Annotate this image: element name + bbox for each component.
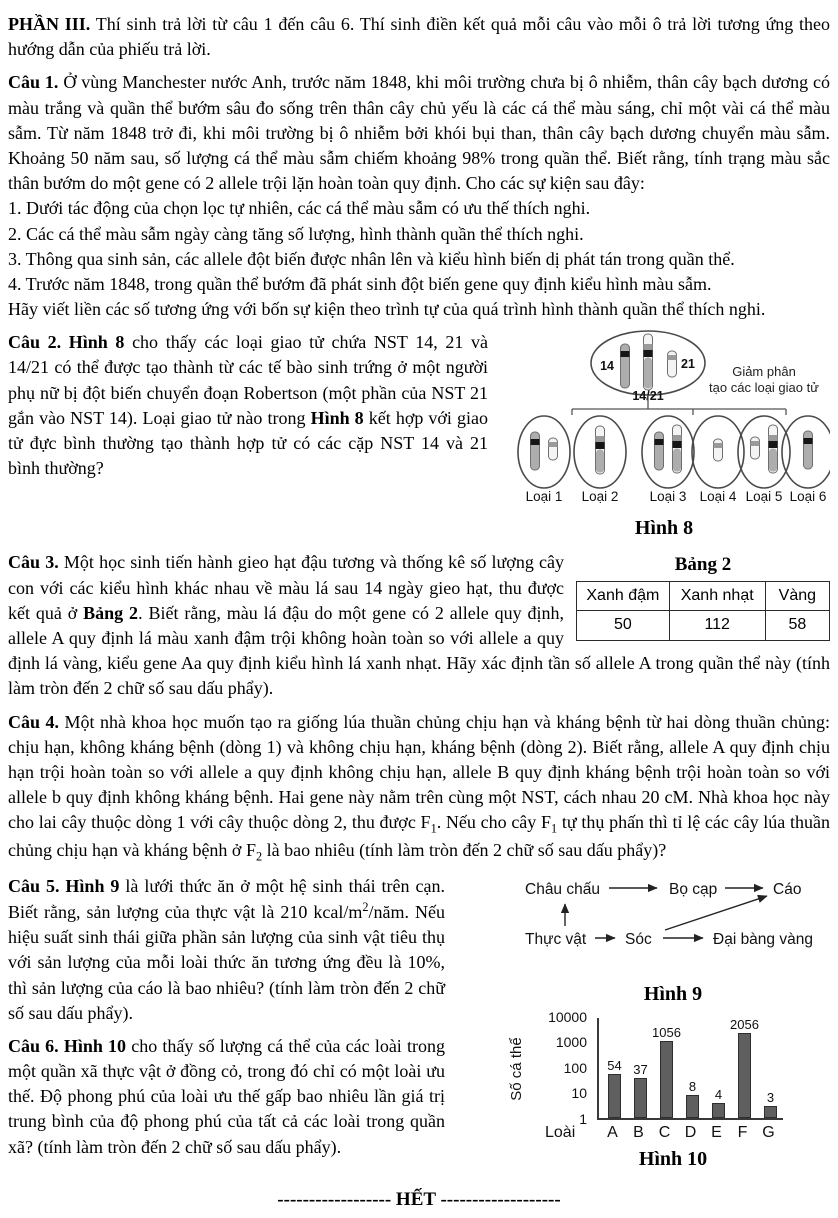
gamete-cell-2	[574, 416, 626, 504]
table-2	[576, 550, 830, 640]
question-3-number: Câu 3.	[8, 552, 59, 573]
figure-9	[523, 874, 823, 1008]
part-header-bold: PHẦN III.	[8, 14, 91, 34]
table-header-light-green: Xanh nhạt	[669, 582, 765, 611]
figures-9-10-column	[455, 874, 830, 1173]
question-1-text: Ở vùng Manchester nước Anh, trước năm 1848, khi môi trường chưa bị ô nhiễm, thân cây bạch dương có màu trắng và quần thể bướm sâu đo sống trên thân cây chủ yếu là các cá thể màu sáng, chỉ một vài cá thể màu sẫm. Từ năm 1848 trở đi, khi môi trường bị ô nhiễm bởi khói bụi than, thân cây bạch dương chuyển màu sẫm. Khoảng 50 năm sau, số lượng cá thể màu sẫm chiếm khoảng 98% trong quần thể. Biết rằng, tính trạng màu sắc thân bướm do một gene có 2 allele trội lặn hoàn toàn quy định. Cho các sự kiện sau đây:	[8, 72, 830, 194]
table-value-light-green: 112	[669, 611, 765, 640]
question-1-task: Hãy viết liền các số tương ứng với bốn sự kiện theo trình tự của quá trình hình thành quần thể thích nghi.	[8, 299, 766, 320]
table-row	[577, 611, 830, 640]
hinh10-plot	[597, 1018, 783, 1120]
question-5-text-1: là lưới thức ăn ở một hệ sinh thái trên cạn. Biết rằng, sản lượng của thực vật là 210 kcal/m	[8, 875, 445, 922]
y-tick-1: 1	[579, 1110, 587, 1127]
hinh8-diagram	[498, 330, 830, 506]
x-tick-D: D	[684, 1123, 697, 1141]
event-item-4: 4. Trước năm 1848, trong quần thể bướm đã phát sinh đột biến gene quy định kiểu hình màu sẫm.	[8, 273, 712, 294]
table-value-dark-green: 50	[577, 611, 670, 640]
bar-value-D: 8	[688, 1078, 697, 1094]
x-tick-B: B	[633, 1123, 644, 1141]
f2-subscript: 2	[255, 849, 263, 864]
gamete-label: Loại 3	[649, 489, 687, 505]
f1-subscript: 1	[551, 821, 558, 836]
x-tick-E: E	[711, 1123, 722, 1141]
gamete-cell-1	[518, 416, 570, 504]
meiosis-note-line2: tạo các loại giao tử	[709, 380, 819, 396]
table-row	[577, 582, 830, 611]
part-header-text: Thí sinh trả lời từ câu 1 đến câu 6. Thí sinh điền kết quả mỗi câu vào mỗi ô trả lời tương ứng theo hướng dẫn của phiếu trả lời.	[8, 14, 830, 60]
question-1	[8, 70, 830, 322]
gamete-label: Loại 1	[525, 489, 563, 505]
gamete-label: Loại 5	[745, 489, 783, 505]
gamete-cell-3	[642, 416, 694, 504]
arrow-squirrel-fox	[665, 896, 767, 930]
y-tick-10000: 10000	[548, 1008, 587, 1025]
x-axis-label: Loài	[545, 1123, 576, 1141]
hinh9-food-web	[523, 874, 823, 972]
question-1-intro	[8, 70, 830, 196]
question-4-number: Câu 4.	[8, 711, 60, 732]
node-grasshopper: Châu chấu	[525, 880, 600, 898]
question-4-text-2: . Nếu cho cây F	[436, 812, 552, 833]
node-fox: Cáo	[773, 880, 802, 898]
bar-E	[712, 1103, 725, 1118]
event-item-1: 1. Dưới tác động của chọn lọc tự nhiên, các cá thể màu sẫm có ưu thế thích nghi.	[8, 198, 591, 219]
figure-10-caption: Hình 10	[638, 1147, 708, 1170]
question-5-text-2: /năm. Nếu hiệu suất sinh thái giữa phần sản lượng của sinh vật tiêu thụ với sản lượng của mỗi loài thức ăn tương ứng đều là 10%, thì sản lượng của cáo là bao nhiêu? (tính làm tròn đến 2 chữ số sau dấu phẩy).	[8, 901, 446, 1023]
chromosome-14-label: 14	[600, 359, 614, 374]
question-3-text-1: Một học sinh tiến hành gieo hạt đậu tương và thống kê số lượng cây con với các kiểu hình khác nhau về màu lá sau 14 ngày gieo hạt, thu được kết quả ở	[8, 552, 564, 623]
gamete-label: Loại 6	[789, 489, 827, 505]
node-scorpion: Bọ cạp	[669, 880, 718, 898]
bar-B	[634, 1078, 647, 1118]
gamete-label: Loại 4	[699, 489, 737, 505]
gamete-cell-4	[692, 416, 744, 504]
question-3-text-2: . Biết rằng, màu lá đậu do một gene có 2 allele quy định, allele A quy định lá màu xanh đậm trội không hoàn toàn so với allele a quy định lá vàng, kiểu gene Aa quy định kiểu hình lá xanh nhạt. Hãy xác định tần số allele A trong quần thể này (tính làm tròn đến 2 chữ số sau dấu phẩy).	[8, 602, 830, 699]
bar-F	[738, 1033, 751, 1117]
y-tick-10: 10	[571, 1085, 587, 1102]
m2-superscript: 2	[362, 899, 369, 914]
gamete-label: Loại 2	[581, 489, 619, 505]
bar-value-B: 37	[633, 1061, 648, 1077]
node-golden-eagle: Đại bàng vàng	[713, 930, 813, 948]
bar-value-G: 3	[766, 1089, 775, 1105]
question-2	[8, 330, 830, 542]
end-marker: ------------------ HẾT -------------------	[277, 1188, 561, 1210]
table-2-grid	[576, 581, 830, 641]
branch-connector-lines	[572, 395, 786, 415]
node-squirrel: Sóc	[625, 930, 652, 948]
meiosis-note	[709, 364, 819, 395]
x-tick-F: F	[737, 1123, 748, 1141]
x-tick-G: G	[762, 1123, 775, 1141]
question-2-text-2: kết hợp với giao tử đực bình thường tạo thành hợp tử có các cặp NST 14 và 21 bình thường?	[8, 407, 488, 479]
node-plant: Thực vật	[525, 930, 587, 948]
bar-value-E: 4	[714, 1086, 723, 1102]
chromosome-21-label: 21	[681, 357, 695, 372]
question-2-figure-ref: Hình 8	[310, 407, 364, 428]
meiosis-note-line1: Giảm phân	[732, 364, 796, 380]
question-3	[8, 550, 830, 701]
y-axis-label: Số cá thể	[507, 1037, 525, 1101]
y-tick-100: 100	[563, 1059, 587, 1076]
figure-8-caption: Hình 8	[634, 517, 694, 540]
gamete-cells	[518, 416, 830, 504]
bar-G	[764, 1106, 777, 1118]
questions-5-6	[8, 874, 830, 1173]
bar-value-F: 2056	[730, 1017, 759, 1033]
question-6-text-1: cho thấy số lượng cá thể của các loài trong một quần xã thực vật ở đồng cỏ, trong đó chỉ có một loài ưu thế. Độ phong phú của loài ưu thế gấp bao nhiêu lần giá trị trung bình của độ phong phú của tất cả các loài trong quần xã? (tính làm tròn đến 2 chữ số sau dấu phẩy).	[8, 1035, 445, 1157]
question-6-number: Câu 6. Hình 10	[8, 1035, 127, 1056]
bar-A	[608, 1074, 621, 1118]
question-4	[8, 710, 830, 866]
f1-subscript: 1	[430, 821, 437, 836]
parent-chromosomes	[621, 334, 677, 390]
question-3-table-ref: Bảng 2	[83, 602, 139, 623]
x-tick-A: A	[607, 1123, 618, 1141]
bar-value-A: 54	[607, 1057, 622, 1073]
y-tick-1000: 1000	[555, 1034, 587, 1051]
question-1-number: Câu 1.	[8, 72, 59, 93]
figure-8	[498, 330, 830, 542]
x-tick-C: C	[658, 1123, 671, 1141]
table-header-yellow: Vàng	[765, 582, 829, 611]
bar-value-C: 1056	[652, 1024, 681, 1040]
hinh10-chart	[507, 1008, 783, 1127]
figure-9-caption: Hình 9	[643, 982, 703, 1005]
question-4-text-block	[8, 710, 830, 866]
question-4-text-1: Một nhà khoa học muốn tạo ra giống lúa thuần chủng chịu hạn và kháng bệnh từ hai dòng thuần chủng: chịu hạn, không kháng bệnh (dòng 1) và không chịu hạn, kháng bệnh (dòng 2). Biết rằng, allele A quy định chịu hạn trội hoàn toàn so với allele a quy định không chịu hạn, allele B quy định kháng bệnh trội hoàn toàn so với allele b quy định không kháng bệnh. Hai gene này nằm trên cùng một NST, cách nhau 20 cM. Nhà khoa học này cho lai cây thuộc dòng 1 với cây thuộc dòng 2, thu được F	[8, 711, 831, 833]
question-2-text-1: cho thấy các loại giao tử chứa NST 14, 21 và 14/21 có thể được tạo thành từ các tế bào sinh trứng ở một người phụ nữ bị đột biến chuyển đoạn Robertson (một phần của NST 21 gắn vào NST 14). Loại giao tử nào trong	[8, 332, 488, 428]
table-value-yellow: 58	[765, 611, 829, 640]
event-item-2: 2. Các cá thể màu sẫm ngày càng tăng số lượng, hình thành quần thể thích nghi.	[8, 223, 584, 244]
chromosome-14-21-label: 14/21	[632, 389, 664, 404]
part-header	[8, 12, 830, 62]
hinh10-yticks	[541, 1008, 591, 1127]
table-2-title: Bảng 2	[674, 554, 732, 576]
hinh10-xaxis	[545, 1120, 830, 1144]
parent-egg-cell	[591, 331, 705, 403]
event-item-3: 3. Thông qua sinh sản, các allele đột biến được nhân lên và kiểu hình biến dị phát tán trong quần thể.	[8, 248, 735, 269]
table-header-dark-green: Xanh đậm	[577, 582, 670, 611]
question-2-number: Câu 2. Hình 8	[8, 332, 125, 353]
question-5-number: Câu 5. Hình 9	[8, 875, 120, 896]
question-4-text-4: là bao nhiêu (tính làm tròn đến 2 chữ số sau dấu phẩy)?	[262, 840, 667, 861]
question-4-text-3: tự thụ phấn thì tỉ lệ các cây lúa thuần chủng chịu hạn và kháng bệnh ở F	[8, 812, 831, 861]
